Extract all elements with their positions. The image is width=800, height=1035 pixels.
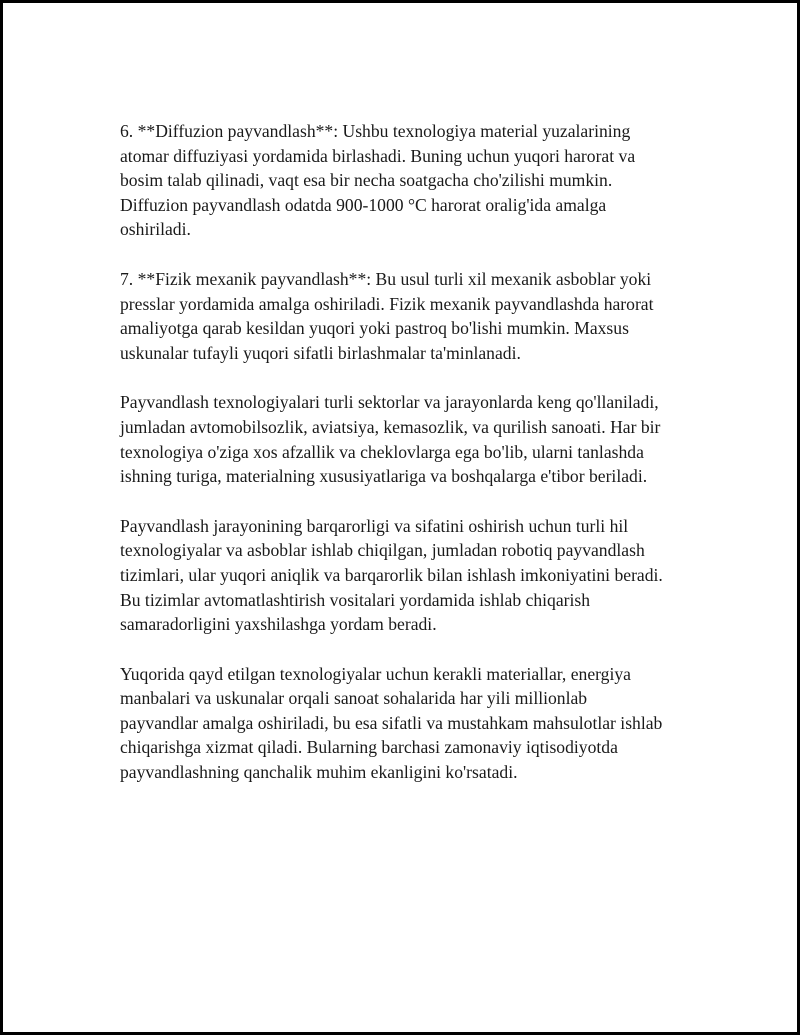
text-line: atomar diffuziyasi yordamida birlashadi. Buning uchun yuqori harorat va <box>120 145 636 166</box>
paragraph-robotic-welding <box>120 514 700 637</box>
text-line: manbalari va uskunalar orqali sanoat sohalarida har yili millionlab <box>120 688 588 709</box>
paragraph-welding-applications <box>120 390 700 488</box>
text-line: uskunalar tufayli yuqori sifatli birlashmalar ta'minlanadi. <box>120 342 521 363</box>
text-line: Diffuzion payvandlash odatda 900-1000 °C harorat oralig'ida amalga <box>120 194 607 215</box>
text-line: texnologiyalar va asboblar ishlab chiqilgan, jumladan robotiq payvandlash <box>120 540 645 561</box>
text-line: Bu tizimlar avtomatlashtirish vositalari yordamida ishlab chiqarish <box>120 589 591 610</box>
text-line: presslar yordamida amalga oshiriladi. Fizik mexanik payvandlashda harorat <box>120 293 654 314</box>
text-line: oshiriladi. <box>120 219 191 240</box>
text-line: payvandlashning qanchalik muhim ekanligini ko'rsatadi. <box>120 762 518 783</box>
text-line: Payvandlash texnologiyalari turli sektorlar va jarayonlarda keng qo'llaniladi, <box>120 392 659 413</box>
text-line: tizimlari, ular yuqori aniqlik va barqarorlik bilan ishlash imkoniyatini beradi. <box>120 564 663 585</box>
text-line: amaliyotga qarab kesildan yuqori yoki pastroq bo'lishi mumkin. Maxsus <box>120 318 629 339</box>
text-line: ishning turiga, materialning xususiyatlariga va boshqalarga e'tibor beriladi. <box>120 466 648 487</box>
document-body <box>120 119 700 810</box>
text-line: chiqarishga xizmat qiladi. Bularning barchasi zamonaviy iqtisodiyotda <box>120 737 618 758</box>
text-line: 6. **Diffuzion payvandlash**: Ushbu texnologiya material yuzalarining <box>120 121 631 141</box>
text-line: Payvandlash jarayonining barqarorligi va sifatini oshirish uchun turli hil <box>120 515 629 536</box>
text-line: Yuqorida qayd etilgan texnologiyalar uchun kerakli materiallar, energiya <box>120 663 631 684</box>
text-line: payvandlar amalga oshiriladi, bu esa sifatli va mustahkam mahsulotlar ishlab <box>120 712 663 733</box>
paragraph-conclusion <box>120 662 700 785</box>
paragraph-physical-mechanical-welding <box>120 267 700 365</box>
text-line: jumladan avtomobilsozlik, aviatsiya, kemasozlik, va qurilish sanoati. Har bir <box>120 416 661 437</box>
paragraph-diffusion-welding <box>120 119 700 242</box>
text-line: texnologiya o'ziga xos afzallik va cheklovlarga ega bo'lib, ularni tanlashda <box>120 441 644 462</box>
text-line: bosim talab qilinadi, vaqt esa bir necha soatgacha cho'zilishi mumkin. <box>120 170 613 191</box>
text-line: 7. **Fizik mexanik payvandlash**: Bu usul turli xil mexanik asboblar yoki <box>120 268 652 289</box>
text-line: samaradorligini yaxshilashga yordam beradi. <box>120 614 437 635</box>
